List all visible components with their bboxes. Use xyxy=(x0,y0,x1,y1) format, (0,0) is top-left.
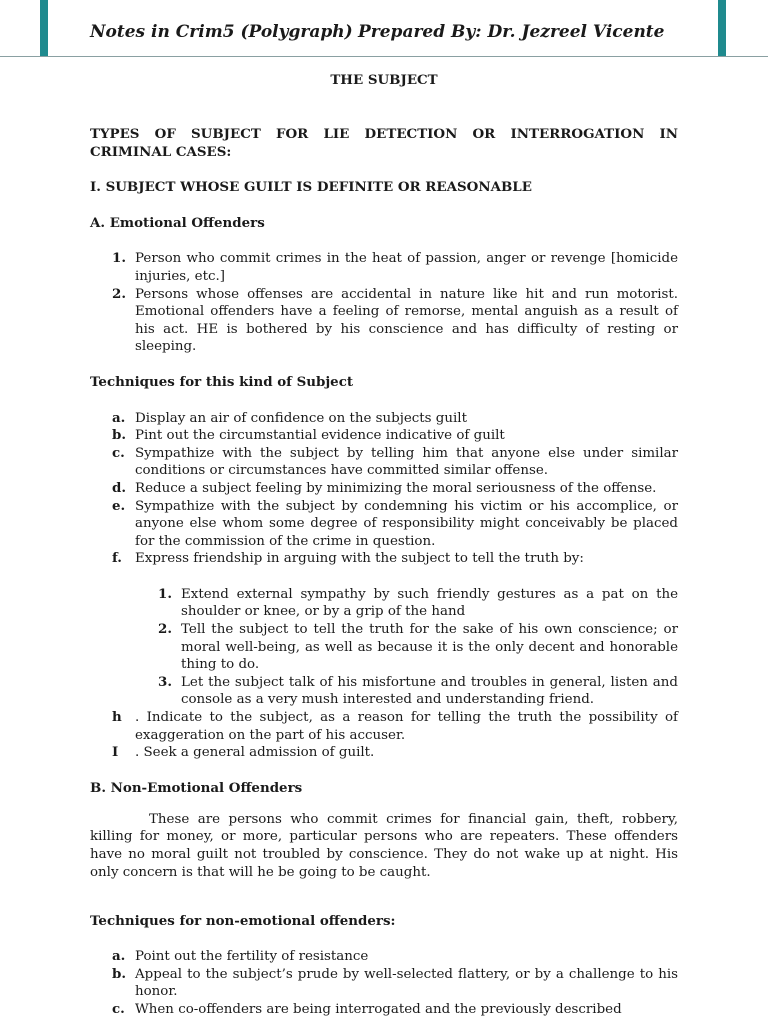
emotional-offenders-list xyxy=(90,250,678,356)
non-emotional-techniques-list xyxy=(90,948,678,1018)
list-item: h . Indicate to the subject, as a reason for telling the truth the possibility of exaggeration on the part of his accuser. xyxy=(112,709,678,743)
non-emotional-paragraph: These are persons who commit crimes for financial gain, theft, robbery, killing for money, or more, particular persons who are repeaters. These offenders have no moral guilt not troubled by conscience. They do not wake up at night. His only concern is that will he be going to be caught. xyxy=(90,811,678,880)
list-item: a. Display an air of confidence on the subjects guilt xyxy=(112,409,467,426)
list-item: c. When co-offenders are being interrogated and the previously described xyxy=(112,1000,622,1017)
header-accent-bar-left xyxy=(40,0,48,56)
non-emotional-techniques-heading: Techniques for non-emotional offenders: xyxy=(90,912,396,929)
document-body xyxy=(90,72,678,1019)
list-item: c. Sympathize with the subject by telling him that anyone else under similar conditions or circumstances have committed similar offense. xyxy=(112,444,678,479)
list-item: e. Sympathize with the subject by condemning his victim or his accomplice, or anyone else whom some degree of responsibility might conceivably be placed for the commission of the crime in question. xyxy=(112,497,678,549)
header-author: Prepared By: Dr. Jezreel Vicente xyxy=(358,22,665,42)
list-item: d. Reduce a subject feeling by minimizing the moral seriousness of the offense. xyxy=(112,479,657,496)
non-emotional-offenders-heading: B. Non-Emotional Offenders xyxy=(90,779,303,796)
list-item: 1. Extend external sympathy by such friendly gestures as a pat on the shoulder or knee, or by a grip of the hand xyxy=(158,585,678,620)
list-item: b. Pint out the circumstantial evidence indicative of guilt xyxy=(112,427,505,444)
techniques-list xyxy=(90,410,678,568)
techniques-list-continued xyxy=(90,709,678,762)
list-item: f. Express friendship in arguing with the subject to tell the truth by: xyxy=(112,550,584,567)
section-heading: I. SUBJECT WHOSE GUILT IS DEFINITE OR REASONABLE xyxy=(90,179,532,196)
list-item: 2. Persons whose offenses are accidental in nature like hit and run motorist. Emotional offenders have a feeling of remorse, mental anguish as a result of his act. HE is bothered by his conscience and has difficulty of resting or sleeping. xyxy=(112,285,678,355)
emotional-offenders-heading: A. Emotional Offenders xyxy=(90,214,265,231)
list-item: a. Point out the fertility of resistance xyxy=(112,948,369,965)
header-course: Notes in Crim5 (Polygraph) xyxy=(90,22,353,42)
header-accent-bar-right xyxy=(718,0,726,56)
techniques-heading: Techniques for this kind of Subject xyxy=(90,373,354,390)
list-item: 3. Let the subject talk of his misfortune and troubles in general, listen and console as a very mush interested and understanding friend. xyxy=(158,673,678,708)
page-title: THE SUBJECT xyxy=(330,72,438,88)
page-header xyxy=(90,22,678,50)
header-divider xyxy=(0,56,768,57)
list-item: 2. Tell the subject to tell the truth for the sake of his own conscience; or moral well-being, as well as because it is the only decent and honorable thing to do. xyxy=(158,621,678,673)
friendship-sublist xyxy=(90,586,678,709)
list-item: 1. Person who commit crimes in the heat of passion, anger or revenge [homicide injuries, etc.] xyxy=(112,250,678,284)
types-heading: TYPES OF SUBJECT FOR LIE DETECTION OR INTERROGATION IN CRIMINAL CASES: xyxy=(90,126,678,160)
list-item: b. Appeal to the subject’s prude by well-selected flattery, or by a challenge to his honor. xyxy=(112,965,678,1000)
list-item: I . Seek a general admission of guilt. xyxy=(112,744,375,761)
